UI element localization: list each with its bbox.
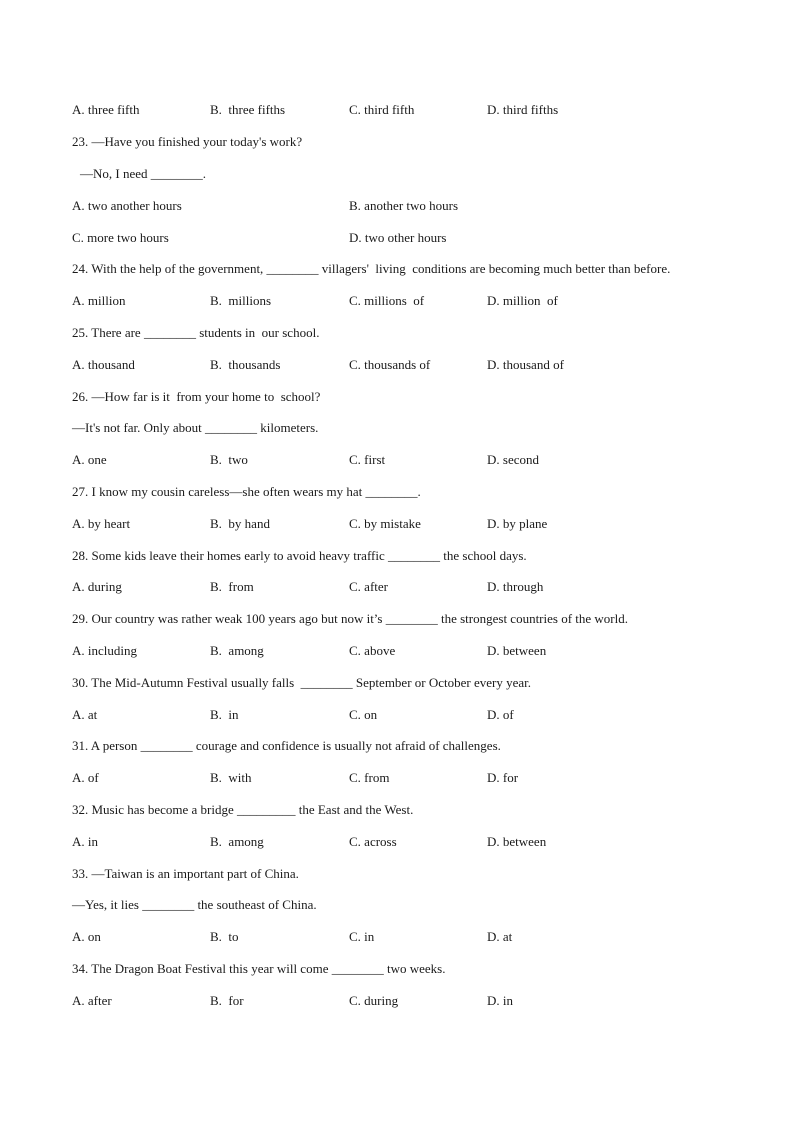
q30-option-c: C. on [349,707,378,722]
q26-option-a: A. one [72,452,107,467]
q26-option-c: C. first [349,452,386,467]
q27-option-a: A. by heart [72,516,131,531]
q29-option-b: B. among [210,643,264,658]
q28-stem: 28. Some kids leave their homes early to avoid heavy traffic ________ the school days. [72,548,527,563]
q23-option-a: A. two another hours [72,198,182,213]
q24-stem: 24. With the help of the government, ________ villagers' living conditions are becoming much better than before. [72,261,671,276]
q22-option-a: A. three fifth [72,102,140,117]
q25-option-b: B. thousands [210,357,281,372]
q31-option-a: A. of [72,770,99,785]
q25-option-c: C. thousands of [349,357,431,372]
q29-option-c: C. above [349,643,396,658]
q25-option-d: D. thousand of [487,357,564,372]
q33-stem: 33. —Taiwan is an important part of China. [72,866,299,881]
q27-option-b: B. by hand [210,516,270,531]
q23-option-c: C. more two hours [72,230,169,245]
q26-option-b: B. two [210,452,248,467]
q27-option-c: C. by mistake [349,516,421,531]
q30-stem: 30. The Mid-Autumn Festival usually falls ________ September or October every year. [72,675,531,690]
q31-option-c: C. from [349,770,390,785]
q25-stem: 25. There are ________ students in our school. [72,325,320,340]
q28-option-d: D. through [487,579,544,594]
q32-stem: 32. Music has become a bridge _________ the East and the West. [72,802,414,817]
q29-stem: 29. Our country was rather weak 100 years ago but now it’s ________ the strongest countries of the world. [72,611,628,626]
q32-option-d: D. between [487,834,547,849]
q29-option-d: D. between [487,643,547,658]
q23-option-d: D. two other hours [349,230,447,245]
q33-option-b: B. to [210,929,239,944]
q23-option-b: B. another two hours [349,198,459,213]
q22-option-b: B. three fifths [210,102,286,117]
q34-stem: 34. The Dragon Boat Festival this year will come ________ two weeks. [72,961,446,976]
q24-option-c: C. millions of [349,293,425,308]
q22-option-d: D. third fifths [487,102,559,117]
q27-stem: 27. I know my cousin careless—she often wears my hat ________. [72,484,421,499]
q31-stem: 31. A person ________ courage and confidence is usually not afraid of challenges. [72,738,501,753]
q24-option-a: A. million [72,293,126,308]
q34-option-a: A. after [72,993,112,1008]
q32-option-b: B. among [210,834,264,849]
q28-option-a: A. during [72,579,122,594]
q26-option-d: D. second [487,452,539,467]
q32-option-a: A. in [72,834,98,849]
q30-option-a: A. at [72,707,98,722]
q34-option-c: C. during [349,993,399,1008]
q34-option-b: B. for [210,993,244,1008]
q33-option-a: A. on [72,929,101,944]
q28-option-c: C. after [349,579,388,594]
q33-option-d: D. at [487,929,513,944]
q30-option-b: B. in [210,707,239,722]
q27-option-d: D. by plane [487,516,548,531]
q34-option-d: D. in [487,993,513,1008]
q24-option-b: B. millions [210,293,272,308]
q25-option-a: A. thousand [72,357,135,372]
q33-option-c: C. in [349,929,375,944]
q31-option-d: D. for [487,770,519,785]
q33-reply: —Yes, it lies ________ the southeast of China. [72,897,317,912]
q24-option-d: D. million of [487,293,558,308]
q23-reply: —No, I need ________. [80,166,207,181]
q23-stem: 23. —Have you finished your today's work? [72,134,303,149]
q30-option-d: D. of [487,707,514,722]
q29-option-a: A. including [72,643,137,658]
q32-option-c: C. across [349,834,397,849]
q31-option-b: B. with [210,770,252,785]
q26-reply: —It's not far. Only about ________ kilometers. [72,420,319,435]
q26-stem: 26. —How far is it from your home to school? [72,389,321,404]
q22-option-c: C. third fifth [349,102,415,117]
q28-option-b: B. from [210,579,254,594]
